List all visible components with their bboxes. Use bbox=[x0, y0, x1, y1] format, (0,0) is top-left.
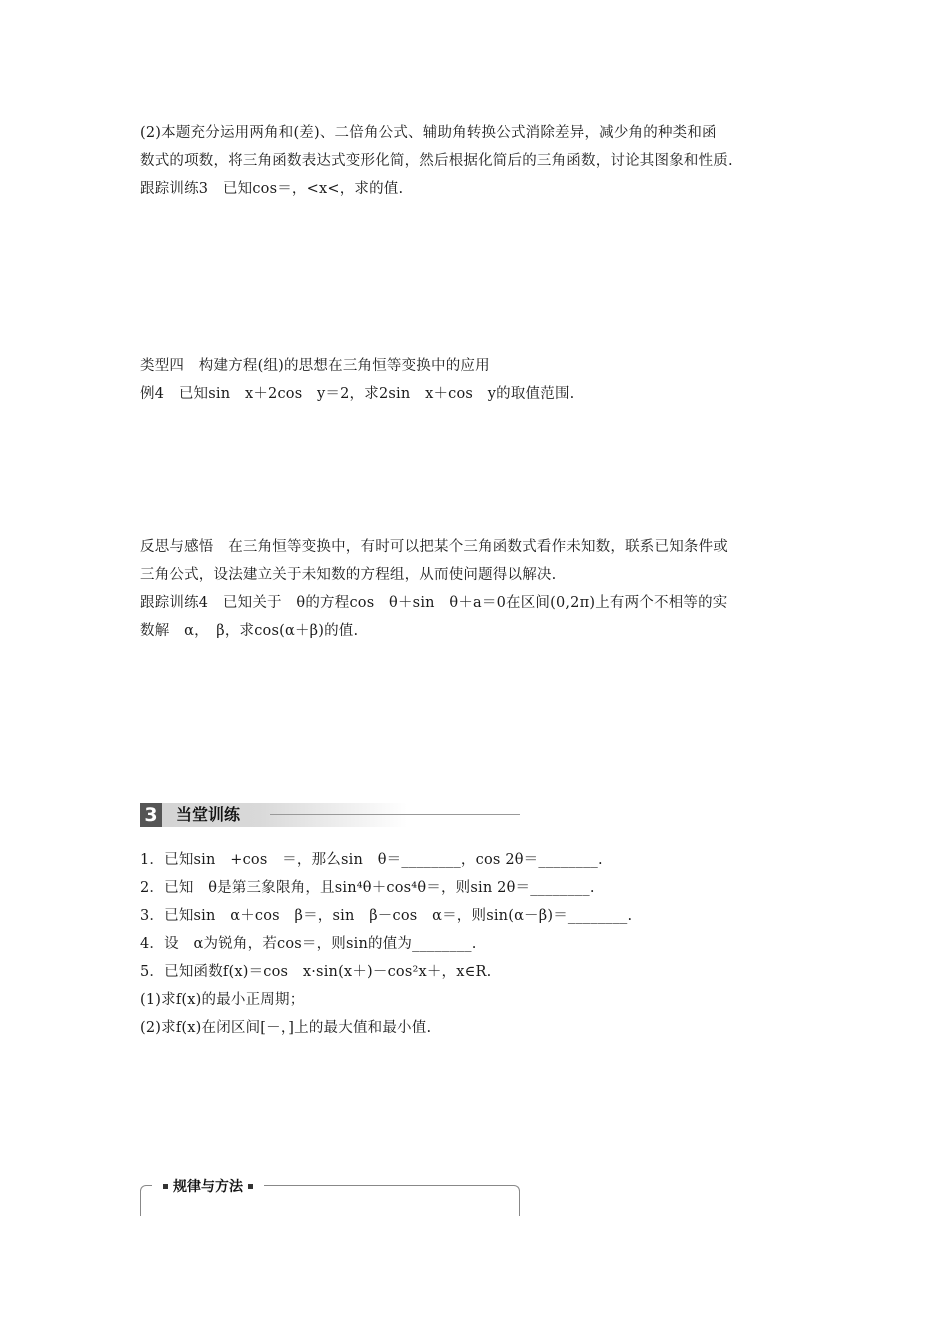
practice-3: 跟踪训练3 已知cos＝，<x<，求的值. bbox=[140, 181, 404, 197]
exercise-3: 3．已知sin α＋cos β＝，sin β－cos α＝，则sin(α－β)＝________. bbox=[140, 908, 633, 924]
section-3-header bbox=[140, 803, 520, 827]
reflection-line2: 三角公式，设法建立关于未知数的方程组，从而使问题得以解决. bbox=[140, 567, 557, 583]
example-4: 例4 已知sin x＋2cos y＝2，求2sin x＋cos y的取值范围. bbox=[140, 386, 575, 402]
type4-heading: 类型四 构建方程(组)的思想在三角恒等变换中的应用 bbox=[140, 358, 490, 374]
exercise-5: 5．已知函数f(x)＝cos x·sin(x＋)－cos²x＋，x∈R. bbox=[140, 964, 492, 980]
reflection-line1: 反思与感悟 在三角恒等变换中，有时可以把某个三角函数式看作未知数，联系已知条件或 bbox=[140, 539, 728, 555]
reflection-2-line2: 数式的项数，将三角函数表达式变形化简，然后根据化简后的三角函数，讨论其图象和性质. bbox=[140, 153, 733, 169]
square-bullet-icon bbox=[248, 1184, 253, 1189]
exercise-2: 2．已知 θ是第三象限角，且sin⁴θ＋cos⁴θ＝，则sin 2θ＝________. bbox=[140, 880, 595, 896]
square-bullet-icon bbox=[163, 1184, 168, 1189]
rules-box-label-wrap bbox=[152, 1175, 264, 1197]
section-divider bbox=[270, 814, 520, 815]
exercise-1: 1．已知sin +cos ＝，那么sin θ＝________，cos 2θ＝________. bbox=[140, 852, 603, 868]
section-title: 当堂训练 bbox=[176, 805, 241, 824]
rules-and-methods-box bbox=[140, 1175, 520, 1205]
exercise-4: 4．设 α为锐角，若cos＝，则sin的值为________. bbox=[140, 936, 477, 952]
reflection-2-line1: (2)本题充分运用两角和(差)、二倍角公式、辅助角转换公式消除差异，减少角的种类和函 bbox=[140, 125, 717, 141]
practice-4-line1: 跟踪训练4 已知关于 θ的方程cos θ＋sin θ＋a＝0在区间(0,2π)上有两个不相等的实 bbox=[140, 595, 728, 611]
practice-4-line2: 数解 α， β，求cos(α＋β)的值. bbox=[140, 623, 359, 639]
section-number-badge: 3 bbox=[140, 803, 162, 827]
exercise-5-part1: (1)求f(x)的最小正周期； bbox=[140, 992, 305, 1008]
rules-box-label: 规律与方法 bbox=[173, 1179, 243, 1195]
exercise-5-part2: (2)求f(x)在闭区间[－，]上的最大值和最小值. bbox=[140, 1020, 432, 1036]
